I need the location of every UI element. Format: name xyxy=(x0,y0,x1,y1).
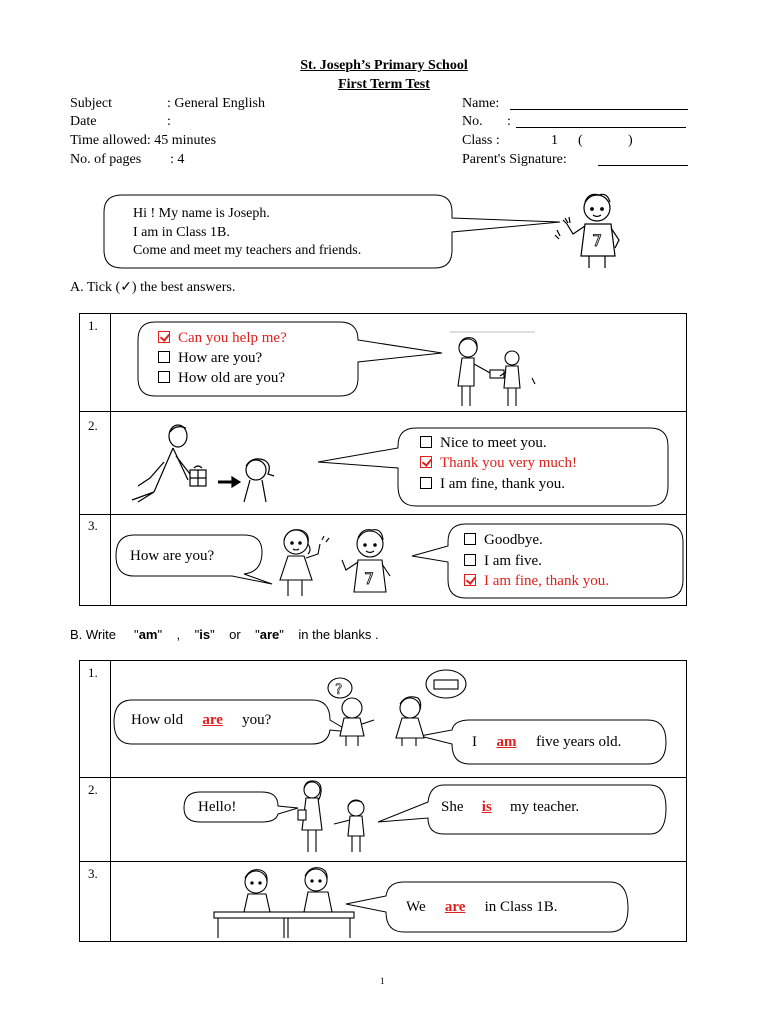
question-a3-number: 3. xyxy=(88,518,98,533)
b1-answer-sentence: I am five years old. xyxy=(472,734,622,750)
pages-label: No. of pages xyxy=(70,152,142,167)
class-paren-close: ) xyxy=(628,133,633,148)
b2-hello: Hello! xyxy=(198,799,237,815)
no-label: No. xyxy=(462,114,483,129)
a2-option-3-text: I am fine, thank you. xyxy=(440,476,565,492)
a3-prompt: How are you? xyxy=(130,548,215,564)
a2-option-2-text: Thank you very much! xyxy=(440,455,578,471)
svg-text:7: 7 xyxy=(592,231,603,250)
b3-sentence: We are in Class 1B. xyxy=(406,899,558,915)
svg-text:?: ? xyxy=(335,682,343,698)
section-a-instruction: A. Tick (✓) the best answers. xyxy=(70,280,236,295)
time-allowed: Time allowed: 45 minutes xyxy=(70,133,217,148)
intro-line-1: Hi ! My name is Joseph. xyxy=(133,206,270,221)
question-b2-number: 2. xyxy=(88,782,98,797)
signature-label: Parent's Signature: xyxy=(462,152,567,167)
question-a1-number: 1. xyxy=(88,318,98,333)
class-paren-open: ( xyxy=(578,133,583,148)
school-name: St. Joseph’s Primary School xyxy=(300,58,468,73)
subject-value: : General English xyxy=(167,96,265,111)
a1-option-2-text: How are you? xyxy=(178,350,263,366)
a1-option-3-text: How old are you? xyxy=(178,370,286,386)
test-title: First Term Test xyxy=(338,77,430,92)
b2-answer-blank[interactable]: is xyxy=(481,799,492,815)
question-b3-number: 3. xyxy=(88,866,98,881)
b1-answer-blank-1[interactable]: are xyxy=(202,712,223,728)
class-value: 1 xyxy=(551,133,558,148)
a3-option-2-text: I am five. xyxy=(484,553,542,569)
intro-line-3: Come and meet my teachers and friends. xyxy=(133,243,362,258)
pages-value: : 4 xyxy=(170,152,185,167)
a3-option-1-text: Goodbye. xyxy=(484,532,543,548)
subject-label: Subject xyxy=(70,96,112,111)
no-colon: : xyxy=(507,114,511,129)
b1-question-sentence: How old are you? xyxy=(131,712,272,728)
intro-line-2: I am in Class 1B. xyxy=(133,225,230,240)
b2-sentence: She is my teacher. xyxy=(441,799,580,815)
section-b-instruction: B. Write "am" , "is" or "are" in the blanks . xyxy=(70,627,379,642)
question-b1-number: 1. xyxy=(88,665,98,680)
question-a2-number: 2. xyxy=(88,418,98,433)
name-label: Name: xyxy=(462,96,500,111)
class-label: Class : xyxy=(462,133,500,148)
date-value: : xyxy=(167,114,171,129)
date-label: Date xyxy=(70,114,97,129)
b3-answer-blank[interactable]: are xyxy=(444,899,466,915)
b1-answer-blank-2[interactable]: am xyxy=(496,734,517,750)
a1-option-1-text: Can you help me? xyxy=(178,330,287,346)
svg-text:7: 7 xyxy=(364,569,375,588)
tick-icon: ✓ xyxy=(120,280,132,295)
page-number: 1 xyxy=(380,976,385,986)
a2-option-1-text: Nice to meet you. xyxy=(440,435,547,451)
a3-option-3-text: I am fine, thank you. xyxy=(484,573,609,589)
